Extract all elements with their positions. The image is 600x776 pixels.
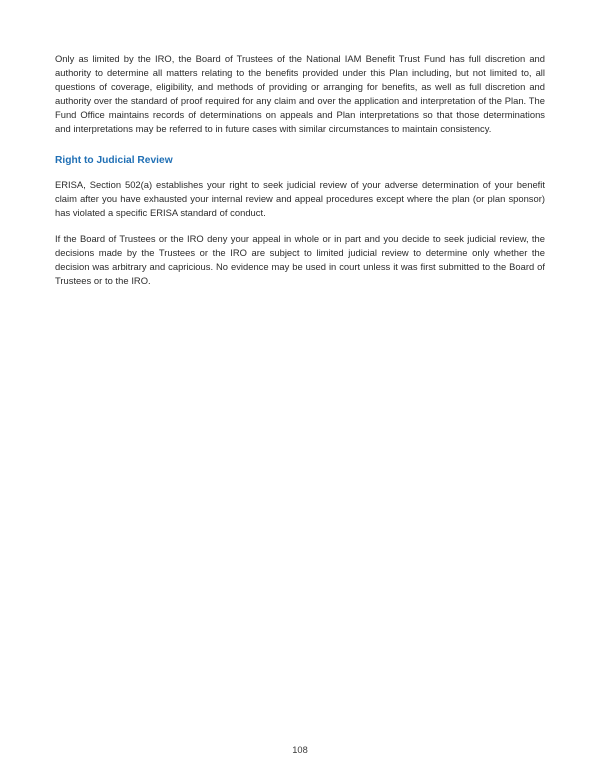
paragraph-iro-discretion: Only as limited by the IRO, the Board of Trustees of the National IAM Benefit Trust Fund has full discretion and authority to determine all matters relating to the benefits provided under this Plan including, but not limited to, all questions of coverage, eligibility, and methods of providing or arranging for benefits, as well as full discretion and authority over the standard of proof required for any claim and over the application and interpretation of the Plan. The Fund Office maintains records of determinations on appeals and Plan interpretations so that those determinations and interpretations may be referred to in future cases with similar circumstances to maintain consistency. xyxy=(55,53,545,134)
paragraph-limited-judicial-review: If the Board of Trustees or the IRO deny your appeal in whole or in part and you decide to seek judicial review, the decisions made by the Trustees or the IRO are subject to limited judicial review to determine only whether the decision was arbitrary and capricious. No evidence may be used in court unless it was first submitted to the Board of Trustees or to the IRO. xyxy=(55,233,545,286)
heading-spacer xyxy=(55,147,545,154)
paragraph-erisa-502a: ERISA, Section 502(a) establishes your right to seek judicial review of your adverse determination of your benefit claim after you have exhausted your internal review and appeal procedures except where the plan (or plan sponsor) has violated a specific ERISA standard of conduct. xyxy=(55,179,545,219)
page-number: 108 xyxy=(292,745,308,755)
heading-right-to-judicial-review: Right to Judicial Review xyxy=(55,155,173,167)
page-content xyxy=(55,52,545,288)
